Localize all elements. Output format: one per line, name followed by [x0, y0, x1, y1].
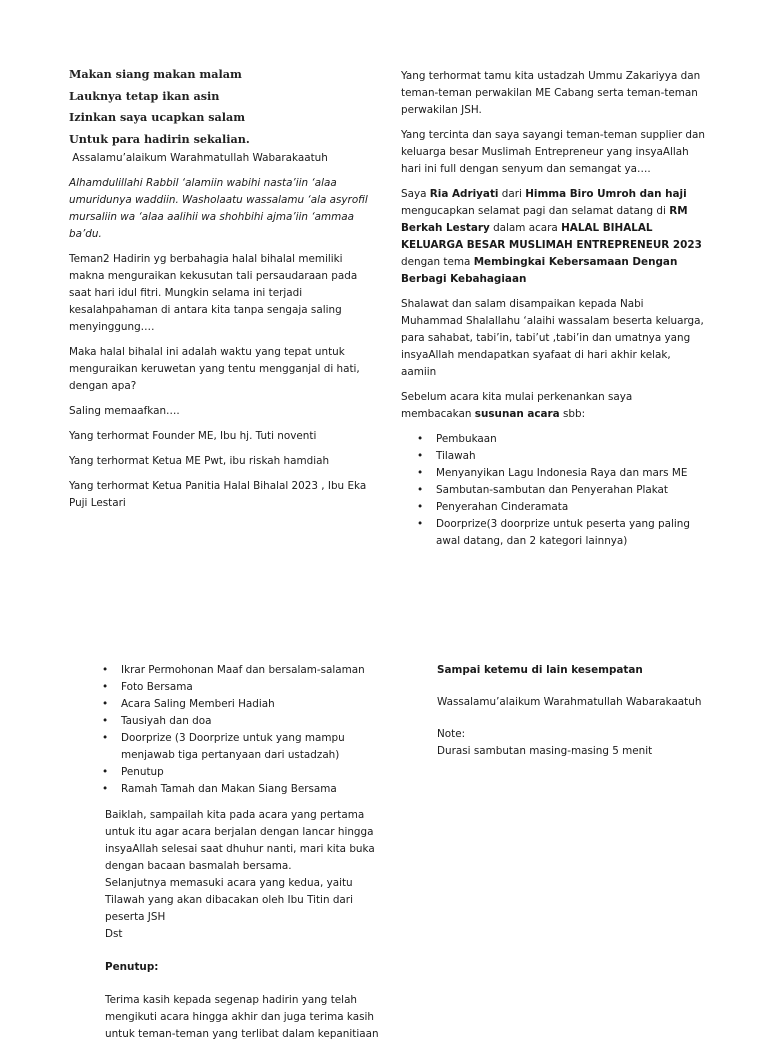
penutup-heading: Penutup: [105, 961, 159, 973]
right-column-top [401, 68, 706, 550]
opening-prayer: Alhamdulillahi Rabbil ‘alamiin wabihi nasta’iin ‘alaa umuridunya waddiin. Washolaatu wassalamu ‘ala asyrofil mursaliin wa ‘alaa aalihii wa shohbihi ajma’iin ‘ammaa ba’du. [69, 177, 368, 240]
agenda-item: • Penyerahan Cinderamata [401, 499, 706, 516]
spacer [105, 798, 386, 807]
penutup-paragraph: Terima kasih kepada segenap hadirin yang telah mengikuti acara hingga akhir dan juga terima kasih untuk teman-teman yang terlibat dalam kepanitiaan [105, 994, 379, 1040]
closing-block [105, 798, 386, 1043]
agenda-item: • Foto Bersama [86, 679, 386, 696]
agenda-intro-text: Sebelum acara kita mulai perkenankan saya membacakan [401, 391, 633, 420]
paragraph-waktu: Maka halal bihalal ini adalah waktu yang tepat untuk menguraikan keruwetan yang tentu mengganjal di hati, dengan apa? [69, 346, 360, 392]
greeting-supplier: Yang tercinta dan saya sayangi teman-teman supplier dan keluarga besar Muslimah Entrepreneur yang insyaAllah hari ini full dengan senyum dan semangat ya…. [401, 129, 705, 175]
greeting-founder: Yang terhormat Founder ME, Ibu hj. Tuti noventi [69, 430, 317, 442]
agenda-item: • Tilawah [401, 448, 706, 465]
closing-sampai-ketemu: Sampai ketemu di lain kesempatan [437, 664, 643, 676]
greeting-ketua: Yang terhormat Ketua ME Pwt, ibu riskah hamdiah [69, 455, 330, 467]
agenda-item: • Pembukaan [401, 431, 706, 448]
paragraph-dst: Dst [105, 928, 123, 940]
event-name: HALAL BIHALAL KELUARGA BESAR MUSLIMAH ENTREPRENEUR 2023 [401, 222, 702, 251]
paragraph-makna: Teman2 Hadirin yg berbahagia halal bihalal memiliki makna menguraikan kekusutan tali persaudaraan pada saat hari idul fitri. Mungkin selama ini terjadi kesalahpahaman di antara kita tanpa sengaja saling menyinggung…. [69, 253, 358, 333]
mc-organization: Himma Biro Umroh dan haji [525, 188, 687, 200]
paragraph-acara-pertama: Baiklah, sampailah kita pada acara yang pertama untuk itu agar acara berjalan dengan lancar hingga insyaAllah selesai saat dhuhur nanti, mari kita buka dengan bacaan basmalah bersama. [105, 809, 375, 872]
agenda-intro [401, 389, 706, 423]
agenda-item: • Sambutan-sambutan dan Penyerahan Plakat [401, 482, 706, 499]
left-column-top [69, 66, 369, 520]
agenda-item: • Ramah Tamah dan Makan Siang Bersama [86, 781, 386, 798]
shalawat-paragraph: Shalawat dan salam disampaikan kepada Nabi Muhammad Shalallahu ‘alaihi wassalam beserta keluarga, para sahabat, tabi’in, tabi’ut ,tabi’in dan umatnya yang insyaAllah mendapatkan syafaat di hari akhir kelak, aamiin [401, 298, 704, 378]
greeting-ketua-panitia: Yang terhormat Ketua Panitia Halal Bihalal 2023 , Ibu Eka Puji Lestari [69, 480, 367, 509]
agenda-list-part-2 [86, 662, 386, 798]
paragraph-memaafkan: Saling memaafkan…. [69, 405, 180, 417]
agenda-item: • Doorprize (3 Doorprize untuk yang mampu menjawab tiga pertanyaan dari ustadzah) [86, 730, 386, 764]
event-theme: Membingkai Kebersamaan Dengan Berbagi Kebahagiaan [401, 256, 678, 285]
left-column-bottom [86, 662, 386, 1051]
agenda-item: • Acara Saling Memberi Hadiah [86, 696, 386, 713]
intro-text: dalam acara [489, 222, 562, 234]
mc-name: Ria Adriyati [429, 188, 499, 200]
agenda-item: • Doorprize(3 doorprize untuk peserta yang paling awal datang, dan 2 kategori lainnya) [401, 516, 706, 550]
pantun-line: Lauknya tetap ikan asin [69, 88, 220, 103]
intro-text: dengan tema [401, 256, 474, 268]
pantun-line: Untuk para hadirin sekalian. [69, 131, 250, 146]
right-column-bottom [437, 662, 727, 768]
agenda-item: • Ikrar Permohonan Maaf dan bersalam-salaman [86, 662, 386, 679]
agenda-intro-text: sbb: [559, 408, 586, 420]
agenda-item: • Penutup [86, 764, 386, 781]
closing-salam: Wassalamu’alaikum Warahmatullah Wabarakaatuh [437, 696, 702, 708]
pantun-line: Izinkan saya ucapkan salam [69, 110, 246, 124]
intro-text: dari [498, 188, 526, 200]
intro-text: mengucapkan selamat pagi dan selamat datang di [401, 205, 670, 217]
note-text: Durasi sambutan masing-masing 5 menit [437, 745, 653, 757]
agenda-item: • Tausiyah dan doa [86, 713, 386, 730]
intro-text: Saya [401, 188, 430, 200]
greeting-tamu: Yang terhormat tamu kita ustadzah Ummu Zakariyya dan teman-teman perwakilan ME Cabang serta teman-teman perwakilan JSH. [401, 70, 701, 116]
paragraph-acara-kedua: Selanjutnya memasuki acara yang kedua, yaitu Tilawah yang akan dibacakan oleh Ibu Titin dari peserta JSH [105, 877, 353, 923]
venue-name: RM Berkah Lestary [401, 205, 688, 234]
note-label: Note: [437, 728, 466, 740]
agenda-item: • Menyanyikan Lagu Indonesia Raya dan mars ME [401, 465, 706, 482]
pantun-line: Makan siang makan malam [69, 67, 242, 81]
opening-salam: Assalamu’alaikum Warahmatullah Wabarakaatuh [69, 152, 328, 164]
pantun [69, 66, 369, 148]
mc-introduction [401, 186, 706, 288]
agenda-list-part-1 [401, 431, 706, 550]
agenda-intro-bold: susunan acara [474, 408, 560, 420]
